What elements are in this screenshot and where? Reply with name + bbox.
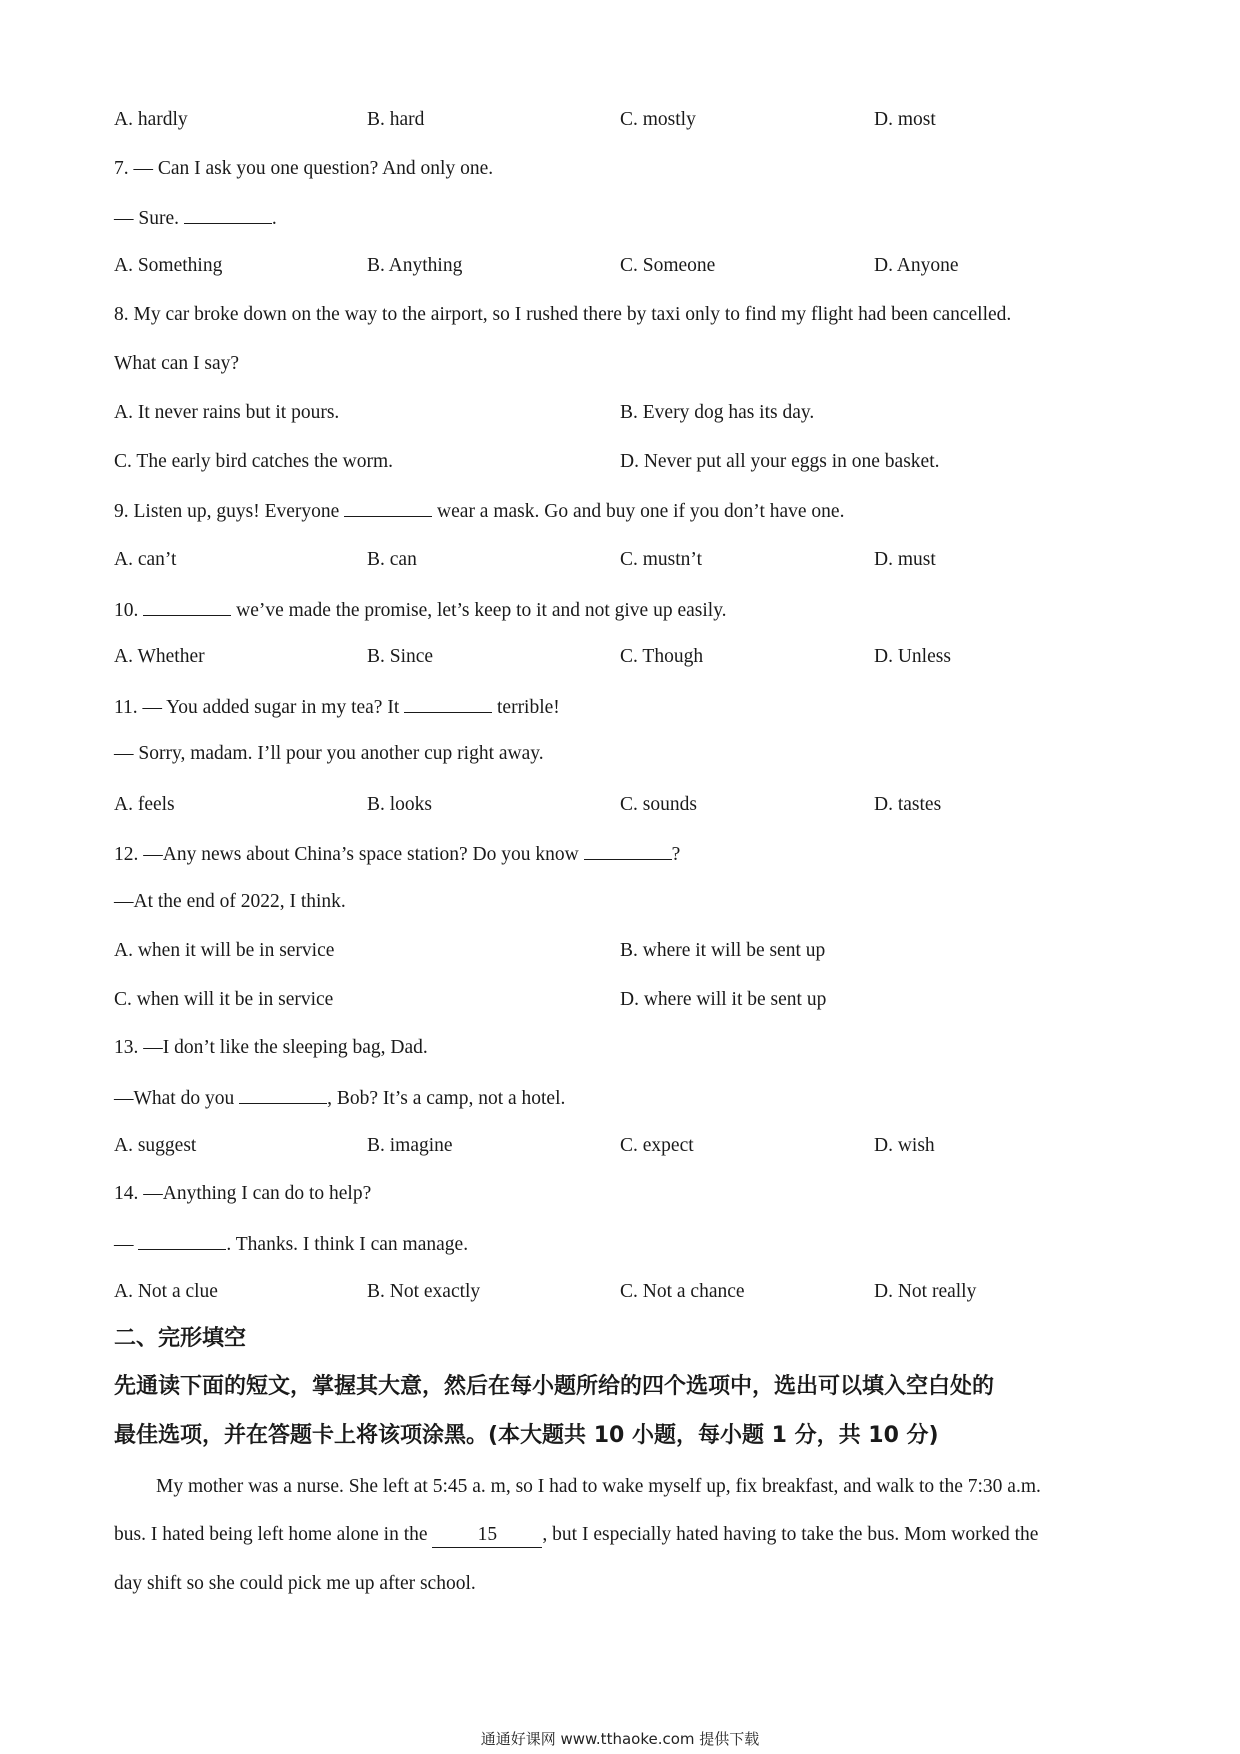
q8-option-d: D. Never put all your eggs in one basket. — [620, 451, 940, 472]
section-title: 二、完形填空 — [114, 1326, 247, 1351]
q8-option-c: C. The early bird catches the worm. — [114, 451, 394, 472]
q11-stem-start: 11. — You added sugar in my tea? It — [114, 697, 405, 718]
q11-option-c: C. sounds — [620, 794, 697, 815]
q12-option-c: C. when will it be in service — [114, 989, 334, 1010]
q10-option-b: B. Since — [367, 646, 434, 667]
q14-option-c: C. Not a chance — [620, 1281, 745, 1302]
q12-reply: —At the end of 2022, I think. — [114, 891, 346, 912]
q9-option-c: C. mustn’t — [620, 549, 702, 570]
q14-option-b: B. Not exactly — [367, 1281, 481, 1302]
passage-line3: day shift so she could pick me up after school. — [114, 1573, 476, 1594]
q10-option-d: D. Unless — [874, 646, 951, 667]
q13-option-d: D. wish — [874, 1135, 935, 1156]
passage-line2-start: bus. I hated being left home alone in the — [114, 1524, 433, 1545]
q6-option-b: B. hard — [367, 109, 425, 130]
q9-option-a: A. can’t — [114, 549, 177, 570]
q12-option-b: B. where it will be sent up — [620, 940, 826, 961]
answer-blank — [143, 597, 231, 616]
q9-stem-start: 9. Listen up, guys! Everyone — [114, 501, 345, 522]
passage-line2-end: , but I especially hated having to take the bus. Mom worked the — [542, 1524, 1039, 1545]
q12-stem — [114, 841, 680, 867]
q7-reply — [114, 205, 277, 231]
answer-blank — [404, 694, 492, 713]
q7-reply-text: — Sure. — [114, 208, 184, 229]
q11-option-d: D. tastes — [874, 794, 942, 815]
q12-stem-end: ? — [671, 844, 681, 865]
page-footer-watermark: 通通好课网 www.tthaoke.com 提供下载 — [480, 1730, 760, 1748]
q9-stem — [114, 498, 844, 524]
q12-option-d: D. where will it be sent up — [620, 989, 827, 1010]
q12-stem-start: 12. —Any news about China’s space station? Do you know — [114, 844, 584, 865]
q14-option-a: A. Not a clue — [114, 1281, 218, 1302]
q9-option-d: D. must — [874, 549, 936, 570]
answer-blank — [138, 1231, 226, 1250]
q6-option-d: D. most — [874, 109, 936, 130]
q10-option-c: C. Though — [620, 646, 704, 667]
q8-option-a: A. It never rains but it pours. — [114, 402, 340, 423]
q6-option-c: C. mostly — [620, 109, 696, 130]
q7-stem: 7. — Can I ask you one question? And only one. — [114, 158, 494, 179]
q8-stem-line1: 8. My car broke down on the way to the airport, so I rushed there by taxi only to find my flight had been cancelled. — [114, 304, 1012, 325]
passage-line2 — [114, 1523, 1038, 1548]
q9-stem-end: wear a mask. Go and buy one if you don’t have one. — [432, 501, 845, 522]
q8-stem-line2: What can I say? — [114, 353, 240, 374]
q10-stem — [114, 597, 727, 623]
q13-option-a: A. suggest — [114, 1135, 197, 1156]
section-instructions-line1: 先通读下面的短文，掌握其大意，然后在每小题所给的四个选项中，选出可以填入空白处的 — [114, 1374, 995, 1399]
answer-blank — [584, 841, 672, 860]
q9-option-b: B. can — [367, 549, 417, 570]
q13-reply-start: —What do you — [114, 1088, 240, 1109]
q13-reply — [114, 1085, 565, 1111]
q8-option-b: B. Every dog has its day. — [620, 402, 815, 423]
q7-option-c: C. Someone — [620, 255, 716, 276]
q13-reply-end: , Bob? It’s a camp, not a hotel. — [327, 1088, 566, 1109]
q10-number: 10. — [114, 600, 144, 621]
passage-line1: My mother was a nurse. She left at 5:45 a. m, so I had to wake myself up, fix breakfast, and walk to the 7:30 a.m. — [156, 1476, 1041, 1497]
q11-option-b: B. looks — [367, 794, 433, 815]
q13-option-b: B. imagine — [367, 1135, 453, 1156]
q6-option-a: A. hardly — [114, 109, 188, 130]
q13-option-c: C. expect — [620, 1135, 694, 1156]
q14-reply-start: — — [114, 1234, 139, 1255]
q7-reply-end: . — [271, 208, 277, 229]
q11-stem — [114, 694, 560, 720]
section-instructions-line2: 最佳选项，并在答题卡上将该项涂黑。(本大题共 10 小题，每小题 1 分，共 10 分) — [114, 1423, 939, 1448]
q14-reply — [114, 1231, 468, 1257]
q11-stem-end: terrible! — [492, 697, 560, 718]
answer-blank — [184, 205, 272, 224]
q7-option-a: A. Something — [114, 255, 223, 276]
cloze-blank-15: 15 — [432, 1523, 542, 1548]
q14-option-d: D. Not really — [874, 1281, 977, 1302]
q14-stem: 14. —Anything I can do to help? — [114, 1183, 372, 1204]
answer-blank — [344, 498, 432, 517]
q11-option-a: A. feels — [114, 794, 175, 815]
q10-stem-end: we’ve made the promise, let’s keep to it and not give up easily. — [231, 600, 727, 621]
q10-option-a: A. Whether — [114, 646, 205, 667]
q13-stem: 13. —I don’t like the sleeping bag, Dad. — [114, 1037, 428, 1058]
q12-option-a: A. when it will be in service — [114, 940, 335, 961]
q14-reply-end: . Thanks. I think I can manage. — [226, 1234, 469, 1255]
q11-reply: — Sorry, madam. I’ll pour you another cup right away. — [114, 743, 544, 764]
q7-option-d: D. Anyone — [874, 255, 959, 276]
q7-option-b: B. Anything — [367, 255, 463, 276]
answer-blank — [239, 1085, 327, 1104]
